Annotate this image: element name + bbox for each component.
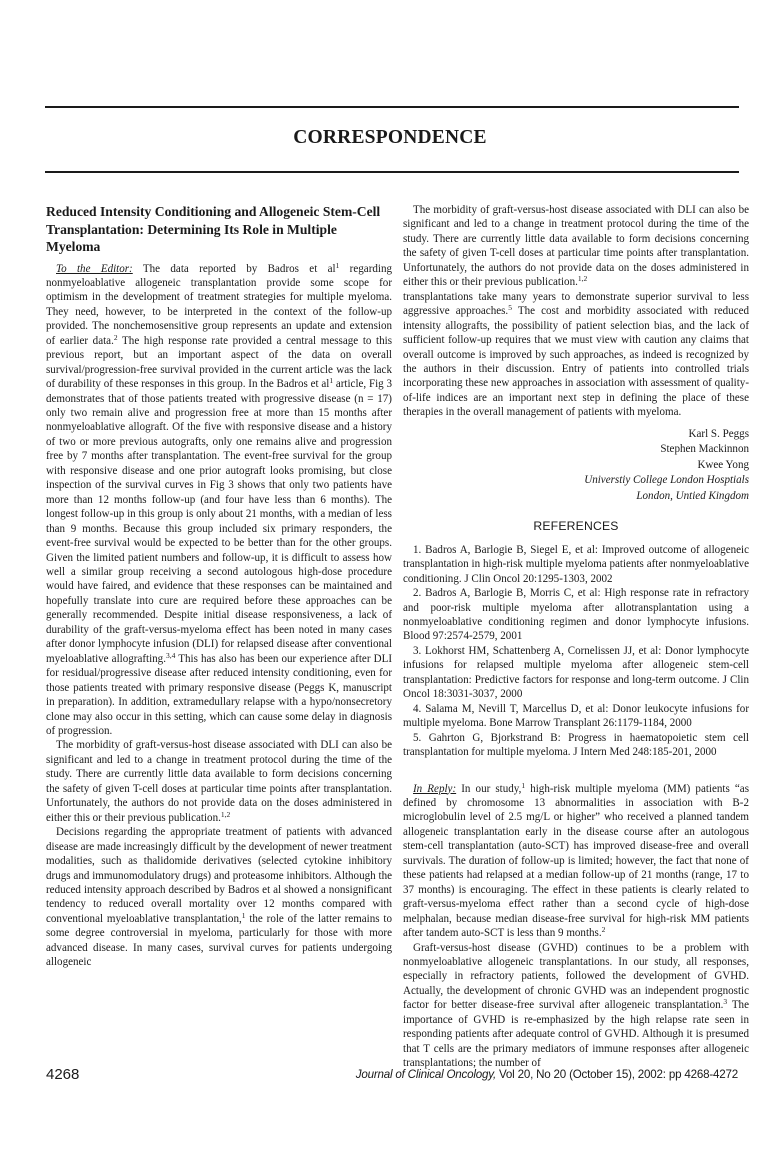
header-rule-top <box>45 106 739 108</box>
citation-superscript: 1 <box>521 780 526 790</box>
letter-body <box>46 262 392 970</box>
body-paragraph: The morbidity of graft-versus-host disease associated with DLI can also be significant and led to a change in treatment protocol during the time of the study. There are currently little data available to form decisions concerning the safety of given T-cell doses at particular time points after transplantation. Unfortunately, the authors do not provide data on the doses administered in either this or their previous publication.$^{1,2}$ <box>403 204 749 289</box>
page-number: 4268 <box>46 1066 80 1083</box>
author-name: Kwee Yong <box>697 458 749 471</box>
reference-item: 1. Badros A, Barlogie B, Siegel E, et al: Improved outcome of allogeneic transplantation in high-risk multiple myeloma patients after nonmyeloablative conditioning. J Clin Oncol 20:1295-1303, 2002 <box>403 543 749 585</box>
reference-item: 3. Lokhorst HM, Schattenberg A, Cornelissen JJ, et al: Donor lymphocyte infusions for relapsed multiple myeloma after allogeneic stem-cell transplantation: Predictive factors for response and long-term outcome. J Clin Oncol 18:3031-3037, 2000 <box>403 644 749 701</box>
body-paragraph: In Reply: In our study,$^1$ high-risk multiple myeloma (MM) patients “as defined by chromosome 13 abnormalities in association with B-2 microglobulin level of 2.5 mg/L or higher” who received a planned tandem allogeneic transplantation early in the disease course after an autologous stem-cell transplantation (auto-SCT) has improved disease-free and overall survivals. The duration of follow-up is limited; however, the fact that none of these patients had relapsed at a median follow-up of 21 months (range, 17 to 37 months) is encouraging. The effect in these patients is clearly related to graft-versus-myeloma effect rather than a second cycle of high-dose melphalan, because median disease-free survival for high-risk MM patients after tandem auto-SCT is less than 9 months.$^2$ <box>403 780 749 940</box>
letter-body-continued <box>403 203 749 420</box>
affiliation: Universtiy College London Hosptials <box>584 474 749 487</box>
header-rule-bottom <box>45 171 739 173</box>
citation-superscript: 2 <box>601 925 606 935</box>
references-heading: REFERENCES <box>533 519 619 534</box>
body-paragraph: Graft-versus-host disease (GVHD) continues to be a problem with nonmyeloablative allogeneic transplantations. In our study, all responses, especially in refractory patients, followed the development of GVHD. Actually, the development of chronic GVHD was an independent prognostic factor for better disease-free survival after allogeneic transplantation.$^3$ The importance of GVHD is re-emphasized by the high relapse rate seen in responding patients after adequate control of GVHD. Although it is presumed that T cells are the primary mediators of immune responses after allogeneic transplantations; the number of <box>403 941 749 1070</box>
citation-superscript: 3,4 <box>165 650 176 660</box>
citation-superscript: 5 <box>508 303 512 313</box>
citation-superscript: 2 <box>113 332 118 342</box>
letter-salutation: To the Editor: <box>56 262 133 275</box>
citation-superscript: 1,2 <box>577 274 588 284</box>
body-paragraph: To the Editor: The data reported by Badros et $al^1$ regarding nonmyeloablative allogeneic transplantation provide some scope for optimism in the development of treatment strategies for multiple myeloma. They need, however, to be interpreted in the context of the follow-up provided. The nonchemosensitive group represents an update and extension of earlier data.$^2$ The high response rate provided a central message to this previous report, but an important aspect of the data on overall survival/progression-free survival provided in the current article was the lack of durability of these responses in this group. In the Badros et $al^1$ article, Fig 3 demonstrates that of those patients treated with progressive disease (n = 17) only two remain alive and progression free at more than 15 months after nonmyeloablative allograft. Of the five with responsive disease and a history of two or more previous autografts, only one remains alive and progression free by 7 months after transplantation. The event-free survival for the group with responsive disease and one prior autograft looks promising, but close inspection of the survival curves in Fig 3 shows that only two patients have more than 12 months follow-up (and four have less than 6 months). The longest follow-up in this group is only about 21 months, with a median of less than 9 months. Because this group included six primary responders, the event-free survival would be expected to be better than for the other groups. Given the limited patient numbers and follow-up, it is difficult to assess how well a similar group receiving a second autologous high-dose procedure would have faired, and evidence that these responses can be maintained and hopefully translate into cure are required before these approaches can be generally recommended. Despite initial disease responsiveness, a lack of durability of the graft-versus-myeloma effect has been noted in many cases after donor lymphocyte infusion (DLI) for relapsed disease after conventional myeloablative allografting.$^{3,4}$ This has also has been our experience after DLI for residual/progressive disease after reduced intensity conditioning, even for those patients treated with primary responsive disease (Peggs K, manuscript in preparation). In addition, extramedullary relapse with a hypo/nonsecretory clone may also occur in this setting, which can cause some delay in diagnosis of progression. <box>46 260 393 737</box>
letter-salutation: In Reply: <box>413 782 457 795</box>
citation-superscript: 1,2 <box>220 809 231 819</box>
reference-item: 4. Salama M, Nevill T, Marcellus D, et al: Donor leukocyte infusions for multiple myeloma. Bone Marrow Transplant 26:1179-1184, 2000 <box>403 702 749 730</box>
author-name: Karl S. Peggs <box>688 427 749 440</box>
reply-body <box>403 782 749 1071</box>
citation-superscript: 1 <box>329 376 334 386</box>
body-paragraph: Decisions regarding the appropriate treatment of patients with advanced disease are made increasingly difficult by the development of newer treatment modalities, such as thalidomide derivatives (selected cytokine inhibitory drugs and immunomodulatory drugs) and proteasome inhibitors. Although the reduced intensity approach described by Badros et al showed a nonsignificant tendency to reduced overall mortality over 12 months compared with conventional myeloablative transplantation,$^1$ the role of the latter remains to some degree controversial in myeloma, particularly for those with more advanced disease. In many cases, survival curves for patients undergoing allogeneic <box>46 826 392 969</box>
citation-superscript: 3 <box>723 997 728 1007</box>
reference-list <box>403 543 749 760</box>
body-paragraph: transplantations take many years to demonstrate superior survival to less aggressive approaches.$^5$ The cost and morbidity associated with reduced intensity allografts, the possibility of patient selection bias, and the lack of sufficient follow-up requires that we must view with caution any claims that overall outcome is improved by such approaches, as indeed is recognized by the authors in their discussion. Entry of patients into controlled trials incorporating these new approaches in association with assessment of quality-of-life indices are an important next step in defining the place of these therapies in the overall management of patients with myeloma. <box>403 290 749 419</box>
reference-item: 5. Gahrton G, Bjorkstrand B: Progress in haematopoietic stem cell transplantation for multiple myeloma. J Intern Med 248:185-201, 2000 <box>403 731 749 759</box>
author-name: Stephen Mackinnon <box>660 443 749 456</box>
section-title: CORRESPONDENCE <box>293 127 487 148</box>
citation-superscript: 1 <box>241 910 246 920</box>
signature-block <box>403 427 749 505</box>
reference-item: 2. Badros A, Barlogie B, Morris C, et al: High response rate in refractory and poor-risk multiple myeloma after allotransplantation using a nonmyeloablative conditioning regimen and donor lymphocyte infusions. Blood 97:2574-2579, 2001 <box>403 587 749 643</box>
right-column <box>403 203 749 1071</box>
affiliation-location: London, Untied Kingdom <box>636 489 749 502</box>
citation-details: Vol 20, No 20 (October 15), 2002: pp 4268-4272 <box>496 1068 738 1081</box>
left-column <box>46 203 392 970</box>
article-title: Reduced Intensity Conditioning and Allogeneic Stem-Cell Transplantation: Determining Its Role in Multiple Myeloma <box>46 204 381 254</box>
citation-superscript: 1 <box>335 260 340 270</box>
body-paragraph: The morbidity of graft-versus-host disease associated with DLI can also be significant and led to a change in treatment protocol during the time of the study. There are currently little data available to form decisions concerning the safety of given T-cell doses at particular time points after transplantation. Unfortunately, the authors do not provide data on the doses administered in either this or their previous publication.$^{1,2}$ <box>46 739 392 824</box>
journal-name: Journal of Clinical Oncology, <box>355 1068 497 1081</box>
journal-citation <box>356 1068 738 1081</box>
